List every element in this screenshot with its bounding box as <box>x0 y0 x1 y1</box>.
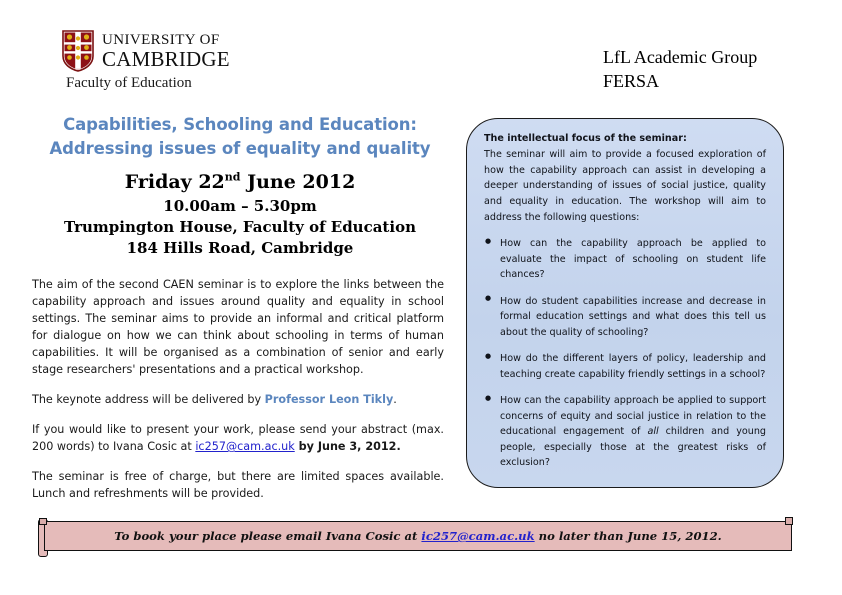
event-date-suffix: June 2012 <box>240 171 356 193</box>
ribbon-prefix: To book your place please email Ivana Cosic at <box>114 529 422 543</box>
title-line-1: Capabilities, Schooling and Education: <box>63 115 417 134</box>
abstract-email-link[interactable]: ic257@cam.ac.uk <box>195 440 295 454</box>
keynote-suffix: . <box>393 393 397 407</box>
organiser-block <box>603 45 757 94</box>
ribbon-left-nub <box>39 518 47 525</box>
question-emphasis: all <box>647 426 659 438</box>
event-details <box>30 170 450 259</box>
question-part-2: children and young people, especially those at the greatest risks of exclusion? <box>500 426 766 469</box>
university-wordmark <box>102 33 230 70</box>
org-line-2: FERSA <box>603 71 660 92</box>
ribbon-body <box>44 521 792 551</box>
org-line-1: LfL Academic Group <box>603 47 758 67</box>
event-time: 10.00am – 5.30pm <box>163 196 317 215</box>
page-title <box>30 113 450 161</box>
list-item: ● How do the different layers of policy, leadership and teaching create capability friendly settings in a school? <box>484 351 766 382</box>
aim-paragraph: The aim of the second CAEN seminar is to explore the links between the capability approach and issues around quality and equality in school settings. The seminar aims to provide an informal and critical platform for dialogue on how we can think about schooling in terms of human capabilities. It will be organised as a combination of senior and early stage researchers' presentations and a practical workshop. <box>32 278 444 377</box>
event-date-prefix: Friday 22 <box>124 171 225 193</box>
university-line-1: UNIVERSITY OF <box>102 31 220 48</box>
keynote-paragraph <box>32 391 444 408</box>
event-address: 184 Hills Road, Cambridge <box>126 238 354 257</box>
ribbon-right-nub <box>785 517 793 525</box>
charge-paragraph: The seminar is free of charge, but there are limited spaces available. Lunch and refreshments will be provided. <box>32 470 444 501</box>
event-date-ordinal: nd <box>224 170 241 184</box>
keynote-speaker-name: Professor Leon Tikly <box>264 393 394 407</box>
list-item: ● How can the capability approach be applied to evaluate the impact of schooling on student life chances? <box>484 236 766 283</box>
abstract-paragraph <box>32 421 444 455</box>
abstract-prefix: If you would like to present your work, please send your abstract (max. 200 words) to Ivana Cosic at <box>32 423 444 454</box>
focus-question-list <box>484 236 766 471</box>
keynote-prefix: The keynote address will be delivered by <box>32 393 265 407</box>
title-line-2: Addressing issues of equality and quality <box>49 138 431 158</box>
list-item: ● How do student capabilities increase and decrease in formal education settings and what does this tell us about the quality of schooling? <box>484 294 766 341</box>
booking-email-link[interactable]: ic257@cam.ac.uk <box>421 529 535 543</box>
focus-panel-intro: The seminar will aim to provide a focused exploration of how the capability approach can assist in developing a deeper understanding of issues of social justice, quality and equality in education. The workshop will aim to address the following questions: <box>484 149 766 223</box>
event-venue: Trumpington House, Faculty of Education <box>64 217 416 236</box>
university-logo <box>62 30 230 72</box>
booking-ribbon <box>36 516 806 564</box>
cambridge-crest-icon <box>62 30 94 72</box>
event-date <box>30 170 450 196</box>
list-item <box>484 393 766 471</box>
question-part-1: How can the capability approach be applied to support concerns of equity and social justice in relation to the educational engagement of <box>500 395 766 438</box>
booking-instruction <box>114 529 721 543</box>
focus-panel-heading: The intellectual focus of the seminar: <box>484 133 687 144</box>
ribbon-suffix: no later than June 15, 2012. <box>534 529 722 543</box>
university-line-2: CAMBRIDGE <box>102 46 230 71</box>
intellectual-focus-panel <box>466 118 784 488</box>
body-copy <box>32 276 444 502</box>
faculty-label: Faculty of Education <box>66 75 192 91</box>
abstract-deadline: by June 3, 2012. <box>294 440 401 454</box>
